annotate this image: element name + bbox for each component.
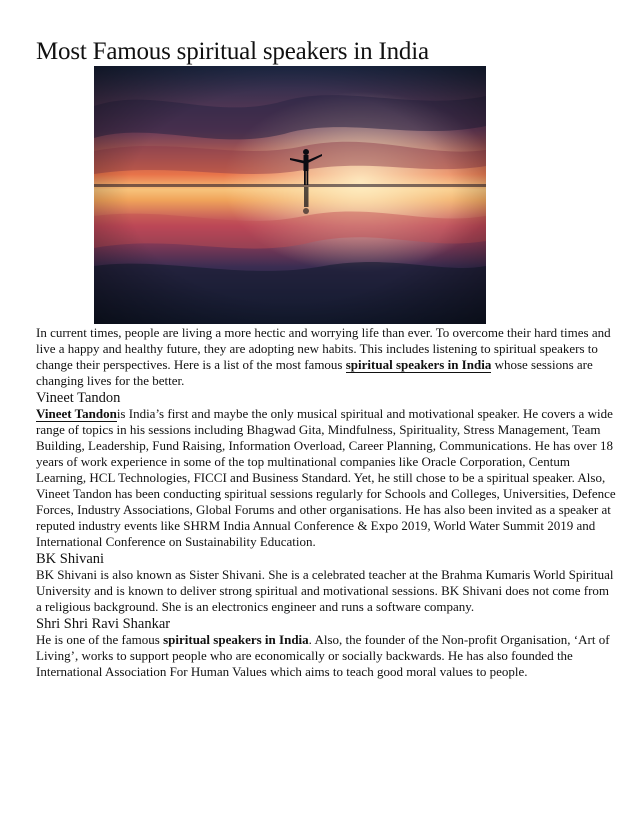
document-page [36, 38, 616, 680]
section-paragraph-bk-shivani: BK Shivani is also known as Sister Shivani. She is a celebrated teacher at the Brahma Kumaris World Spiritual University and is known to deliver strong spiritual and motivational sessions. BK Shivani does not come from a religious background. She is an electronics engineer and runs a software company. [36, 567, 614, 614]
hero-image [94, 66, 486, 324]
page-title: Most Famous spiritual speakers in India [36, 38, 429, 65]
section-heading-vineet-tandon: Vineet Tandon [36, 390, 121, 406]
intro-paragraph [36, 325, 616, 389]
ravi-shankar-bold-phrase: spiritual speakers in India [163, 632, 309, 647]
spiritual-speakers-link[interactable]: spiritual speakers in India [345, 357, 492, 372]
ravi-shankar-text-start: He is one of the famous [36, 632, 164, 647]
vineet-tandon-text: is India’s first and maybe the only musical spiritual and motivational speaker. He covers a wide range of topics in his sessions including Bhagwad Gita, Mindfulness, Spirituality, Stress Management, Team Building, Leadership, Fund Raising, Information Overload, Career Planning, Communications. He has over 18 years of work experience in some of the top multinational companies like Oracle Corporation, Centum Learning, HCL Technologies, FICCI and Business Standard. Yet, he still chose to be a spiritual speaker. Also, Vineet Tandon has been conducting spiritual sessions regularly for Schools and Colleges, Universities, Defence Forces, Industry Associations, Global Forums and other organisations. He has also been invited as a speaker at reputed industry events like SHRM India Annual Conference & Expo 2019, World Water Summit 2019 and International Conference on Sustainability Education. [36, 406, 616, 549]
ravi-shankar-text-end: . Also, the founder of the Non-profit Organisation, ‘Art of Living’, works to support people who are economically or socially backwards. He has also founded the International Association For Human Values which aims to teach good moral values to people. [36, 632, 610, 679]
section-heading-ravi-shankar: Shri Shri Ravi Shankar [36, 616, 171, 632]
section-paragraph-vineet-tandon [36, 406, 616, 550]
section-heading-bk-shivani: BK Shivani [36, 551, 105, 567]
vineet-tandon-link[interactable]: Vineet Tandon [36, 406, 117, 421]
intro-text-end: whose sessions are changing lives for the better. [36, 357, 593, 388]
intro-text-start: In current times, people are living a more hectic and worrying life than ever. To overcome their hard times and live a happy and healthy future, they are adopting new habits. This includes listening to spiritual speakers to change their perspectives. Here is a list of the most famous [36, 325, 611, 372]
section-paragraph-ravi-shankar [36, 632, 616, 680]
